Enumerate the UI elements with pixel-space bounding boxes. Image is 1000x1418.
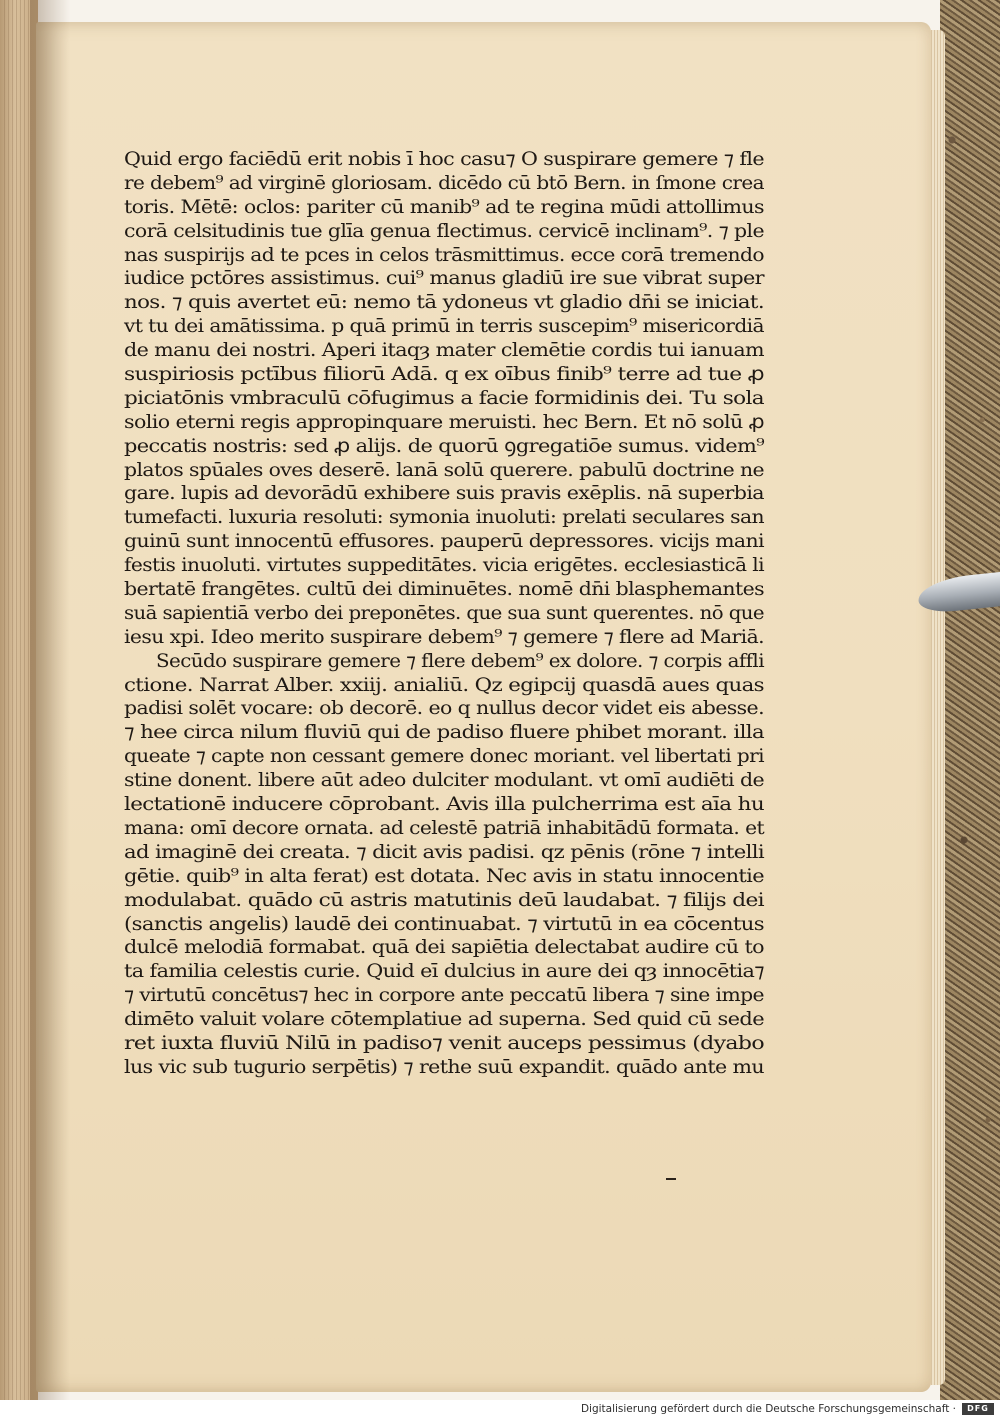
text-line: padisi solēt vocare: ob decorē. eo q nullus decor videt eis abesse.	[124, 697, 764, 720]
text-line: ret iuxta fluviū Nilū in padiso⁊ venit auceps pessimus (dyabo	[124, 1031, 765, 1054]
text-line: peccatis nostris: sed ꝓ alijs. de quorū ꝯgregatiōe sumus. videm⁹	[124, 434, 764, 457]
text-line: lectationē inducere cōprobant. Avis illa pulcherrima est aīa hu	[124, 793, 764, 816]
text-line: gētie. quib⁹ in alta ferat) est dotata. Nec avis in statu innocentie	[124, 864, 764, 887]
text-line: lus vic sub tugurio serpētis) ⁊ rethe suū expandit. quādo ante mu	[124, 1055, 764, 1078]
text-line: solio eterni regis appropinquare meruisti. hec Bern. Et nō solū ꝓ	[124, 410, 764, 433]
text-line: Secūdo suspirare gemere ⁊ flere debem⁹ ex dolore. ⁊ corpis affli	[156, 649, 764, 672]
gutter-shadow	[30, 0, 70, 1400]
text-line: bertatē frangētes. cultū dei diminuētes. nomē dn̄i blasphemantes	[124, 578, 764, 601]
text-line: festis inuoluti. virtutes suppeditātes. vicia erigētes. ecclesiasticā li	[124, 554, 764, 577]
text-line: iesu xpi. Ideo merito suspirare debem⁹ ⁊ gemere ⁊ flere ad Mariā.	[124, 625, 764, 648]
text-line: platos spūales oves deserē. lanā solū querere. pabulū doctrine ne	[124, 458, 764, 481]
text-line: dimēto valuit volare cōtemplatiue ad superna. Sed quid cū sede	[124, 1008, 764, 1031]
text-line: (sanctis angelis) laudē dei continuabat. ⁊ virtutū in ea cōcentus	[124, 912, 764, 935]
paragraph-2	[124, 650, 764, 1080]
text-line: iudice pctōres assistimus. cui⁹ manus gladiū ire sue vibrat super	[124, 267, 764, 290]
text-line: corā celsitudinis tue glīa genua flectimus. cervicē inclinam⁹. ⁊ ple	[124, 219, 764, 242]
text-line: suā sapientiā verbo dei preponētes. que sua sunt querentes. nō que	[124, 601, 764, 624]
text-line: piciatōnis vmbraculū cōfugimus a facie formidinis dei. Tu sola	[124, 386, 764, 409]
text-line: ctione. Narrat Alber. xxiij. anialiū. Qz egipcij quasdā aues quas	[124, 673, 764, 696]
text-line: queate ⁊ capte non cessant gemere donec moriant. vel libertati pri	[124, 745, 764, 768]
text-line: vt tu dei amātissima. p quā primū in terris suscepim⁹ misericordiā	[124, 315, 764, 338]
text-line: stine donent. libere aūt adeo dulciter modulant. vt omī audiēti de	[124, 769, 764, 792]
text-line: ⁊ virtutū concētus⁊ hec in corpore ante peccatū libera ⁊ sine impe	[124, 984, 764, 1007]
marbled-cover-board	[940, 0, 1000, 1400]
text-line: dulcē melodiā formabat. quā dei sapiētia delectabat audire cū to	[124, 936, 765, 959]
text-line: suspiriosis pctībus filiorū Adā. q ex oībus finib⁹ terre ad tue ꝓ	[124, 363, 764, 386]
text-line: ad imaginē dei creata. ⁊ dicit avis padisi. qz pēnis (rōne ⁊ intelli	[124, 840, 764, 863]
text-line: guinū sunt innocentū effusores. pauperū depressores. vicijs mani	[124, 530, 764, 553]
text-line: nas suspirijs ad te pces in celos trāsmittimus. ecce corā tremendo	[124, 243, 764, 266]
text-line: de manu dei nostri. Aperi itaqȝ mater clemētie cordis tui ianuam	[124, 339, 765, 362]
text-line: gare. lupis ad devorādū exhibere suis pravis exēplis. nā superbia	[124, 482, 764, 505]
text-line: toris. Mētē: oclos: pariter cū manib⁹ ad te regina mūdi attollimus	[124, 195, 764, 218]
page-text	[124, 148, 764, 1080]
text-line: ta familia celestis curie. Quid eī dulcius in aure dei qȝ innocētia⁊	[124, 960, 764, 983]
page-edges-left	[4, 0, 32, 1400]
text-line: re debem⁹ ad virginē gloriosam. dicēdo cū btō Bern. in ſmone crea	[124, 171, 764, 194]
dfg-logo: DFG	[962, 1403, 994, 1415]
text-line: Quid ergo faciēdū erit nobis ī hoc casu⁊ O suspirare gemere ⁊ fle	[124, 148, 764, 170]
text-line: tumefacti. luxuria resoluti: symonia inuoluti: prelati seculares san	[124, 506, 764, 529]
text-line: mana: omī decore ornata. ad celestē patriā inhabitādū formata. et	[124, 816, 764, 839]
text-line: ⁊ hee circa nilum fluviū qui de padiso fluere phibet morant. illa	[124, 721, 764, 744]
paragraph-1	[124, 148, 764, 650]
end-mark	[666, 1178, 676, 1180]
digitization-credit: Digitalisierung gefördert durch die Deutsche Forschungsgemeinschaft ·	[580, 1403, 956, 1415]
text-line: nos. ⁊ quis avertet eū: nemo tā ydoneus vt gladio dn̄i se iniciat.	[124, 291, 764, 314]
text-line: modulabat. quādo cū astris matutinis deū laudabat. ⁊ filijs dei	[124, 888, 764, 911]
